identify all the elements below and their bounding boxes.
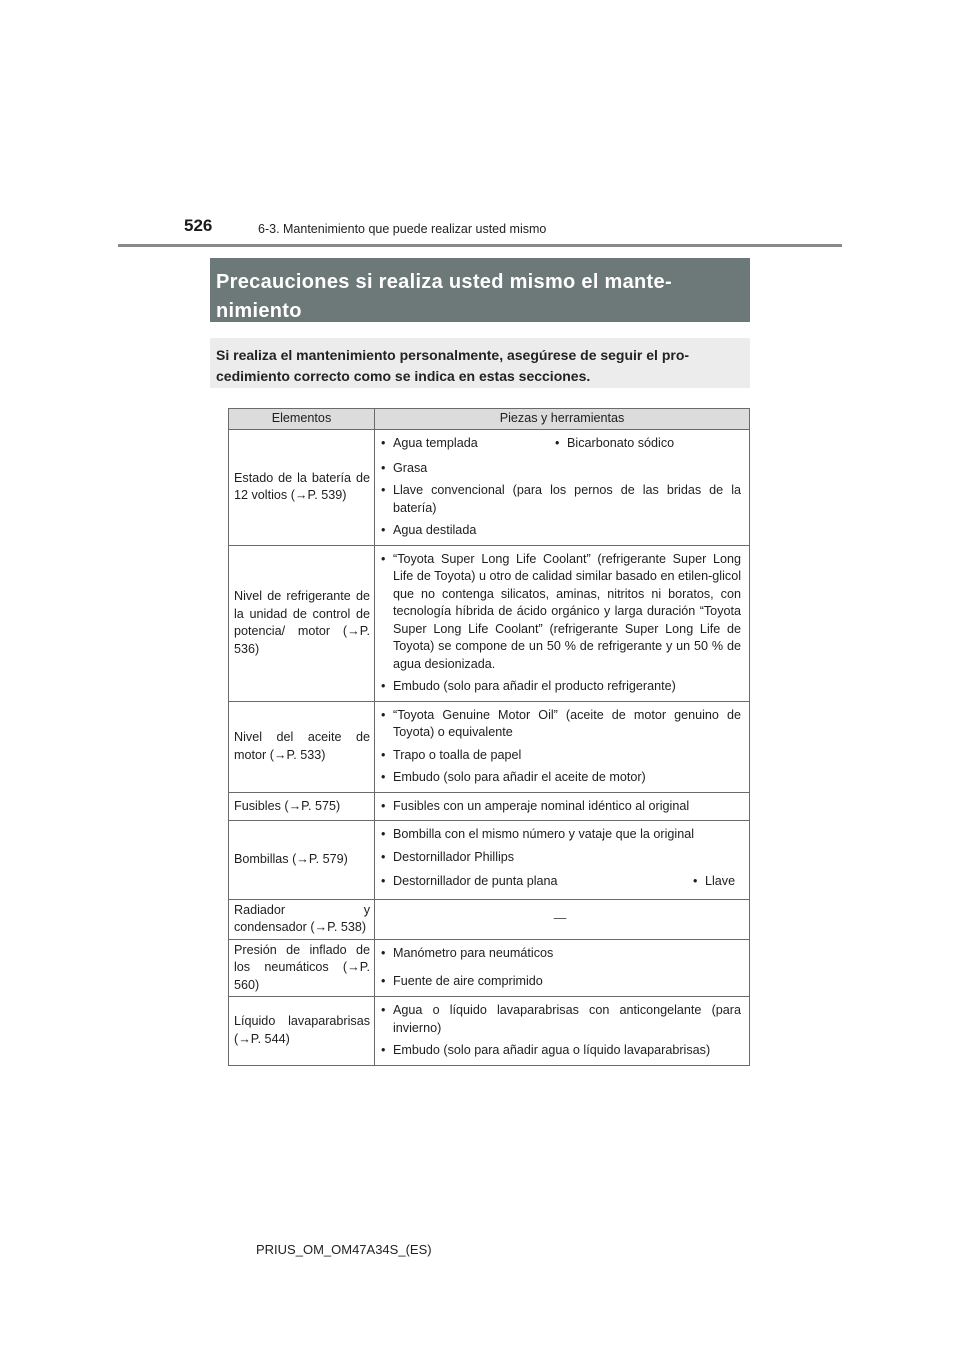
tool-text: “Toyota Super Long Life Coolant” (refrigerante Super Long Life de Toyota) u otro de calidad similar basado en etilen-glicol que no contenga silicatos, aminas, nitritos ni boratos, con tecnología híbrida de ácido orgánico y larga duración “Toyota Super Long Life Coolant” (refrigerante Super Long Life de Toyota) se compone de un 50 % de refrigerante y un 50 % de agua desionizada.	[393, 551, 741, 671]
section-title-line-1: Precauciones si realiza usted mismo el mante-	[216, 271, 672, 293]
tool-text: Destornillador de punta plana	[393, 874, 558, 888]
tool-text: Llave convencional (para los pernos de las bridas de la batería)	[393, 483, 741, 515]
element-cell: Radiador y condensador (→P. 538)	[229, 899, 375, 939]
bullet-icon: •	[381, 874, 386, 888]
element-cell: Estado de la batería de 12 voltios (→P. 539)	[229, 430, 375, 546]
section-reference: 6-3. Mantenimiento que puede realizar usted mismo	[258, 222, 547, 236]
element-cell: Bombillas (→P. 579)	[229, 821, 375, 900]
bullet-icon: •	[693, 874, 698, 888]
tool-text: Bombilla con el mismo número y vataje que la original	[393, 827, 694, 841]
table-row	[229, 997, 750, 1066]
tool-item	[691, 873, 735, 894]
tool-item	[379, 707, 741, 742]
bullet-icon: •	[381, 460, 386, 475]
tool-item	[379, 482, 741, 517]
element-cell: Fusibles (→P. 575)	[229, 792, 375, 821]
tools-cell	[375, 701, 750, 792]
parts-tools-table	[228, 408, 750, 1066]
table-row	[229, 430, 750, 546]
bullet-icon: •	[381, 747, 386, 762]
tools-cell-empty-dash: —	[375, 899, 750, 939]
tools-cell	[375, 430, 750, 546]
tool-item	[379, 873, 691, 891]
tool-text: Embudo (solo para añadir el producto refrigerante)	[393, 679, 676, 693]
bullet-icon: •	[381, 973, 386, 988]
tool-text: Embudo (solo para añadir agua o líquido lavaparabrisas)	[393, 1043, 711, 1057]
tool-item	[379, 973, 741, 991]
element-cell: Líquido lavaparabrisas (→P. 544)	[229, 997, 375, 1066]
tool-item	[379, 945, 741, 963]
bullet-icon: •	[381, 798, 386, 813]
table-row	[229, 899, 750, 939]
tools-pair	[379, 871, 741, 896]
tool-text: Bicarbonato sódico	[567, 436, 675, 450]
tool-text: Grasa	[393, 460, 428, 475]
document-footer-code: PRIUS_OM_OM47A34S_(ES)	[256, 1242, 432, 1257]
tools-cell	[375, 821, 750, 900]
element-cell: Nivel de refrigerante de la unidad de control de potencia/ motor (→P. 536)	[229, 545, 375, 701]
tool-item	[379, 460, 741, 478]
intro-note	[210, 338, 750, 388]
tool-text: Destornillador Phillips	[393, 849, 515, 864]
tool-item	[379, 826, 741, 844]
bullet-icon: •	[381, 1043, 386, 1057]
header-divider	[118, 244, 842, 247]
table-row	[229, 792, 750, 821]
tool-text: Agua destilada	[393, 523, 477, 537]
tool-item	[379, 551, 741, 674]
tool-text: Embudo (solo para añadir el aceite de motor)	[393, 770, 646, 784]
intro-note-line-1: Si realiza el mantenimiento personalmente, asegúrese de seguir el pro-	[216, 347, 690, 363]
column-header-elements: Elementos	[229, 409, 375, 430]
section-title-line-2: nimiento	[216, 300, 302, 322]
bullet-icon: •	[381, 436, 386, 450]
table-row	[229, 701, 750, 792]
bullet-icon: •	[381, 1003, 386, 1017]
tool-text: Agua templada	[393, 436, 478, 450]
tool-item	[379, 1002, 741, 1037]
bullet-icon: •	[381, 770, 386, 784]
tool-text: Fusibles con un amperaje nominal idéntico al original	[393, 798, 690, 813]
tools-cell	[375, 939, 750, 997]
tools-cell	[375, 792, 750, 821]
tool-item	[379, 678, 741, 696]
tool-item	[379, 849, 741, 867]
tools-pair	[379, 433, 741, 458]
bullet-icon: •	[381, 946, 386, 961]
page-number: 526	[184, 216, 213, 235]
tool-item	[379, 1042, 741, 1060]
tool-item	[379, 798, 741, 816]
tool-item	[379, 435, 553, 453]
tool-item	[379, 747, 741, 765]
element-cell: Nivel del aceite de motor (→P. 533)	[229, 701, 375, 792]
tool-item	[379, 769, 741, 787]
element-cell: Presión de inflado de los neumáticos (→P. 560)	[229, 939, 375, 997]
intro-note-line-2: cedimiento correcto como se indica en estas secciones.	[216, 368, 591, 384]
tools-cell	[375, 545, 750, 701]
table-header-row	[229, 409, 750, 430]
tool-text: Fuente de aire comprimido	[393, 973, 543, 988]
bullet-icon: •	[381, 523, 386, 537]
tool-text: Agua o líquido lavaparabrisas con anticongelante (para invierno)	[393, 1003, 741, 1035]
column-header-parts-tools: Piezas y herramientas	[375, 409, 750, 430]
bullet-icon: •	[381, 551, 386, 566]
tool-text: Trapo o toalla de papel	[393, 747, 522, 762]
section-title	[210, 258, 750, 322]
tool-text: “Toyota Genuine Motor Oil” (aceite de motor genuino de Toyota) o equivalente	[393, 707, 741, 739]
bullet-icon: •	[381, 827, 386, 841]
tool-text: Manómetro para neumáticos	[393, 946, 554, 961]
bullet-icon: •	[381, 707, 386, 722]
bullet-icon: •	[555, 436, 560, 450]
tool-item	[379, 522, 741, 540]
tools-cell	[375, 997, 750, 1066]
table-row	[229, 821, 750, 900]
table-row	[229, 939, 750, 997]
table-row	[229, 545, 750, 701]
bullet-icon: •	[381, 849, 386, 864]
tool-text: Llave	[705, 874, 736, 888]
tool-item	[553, 435, 674, 456]
bullet-icon: •	[381, 483, 386, 497]
bullet-icon: •	[381, 679, 386, 693]
